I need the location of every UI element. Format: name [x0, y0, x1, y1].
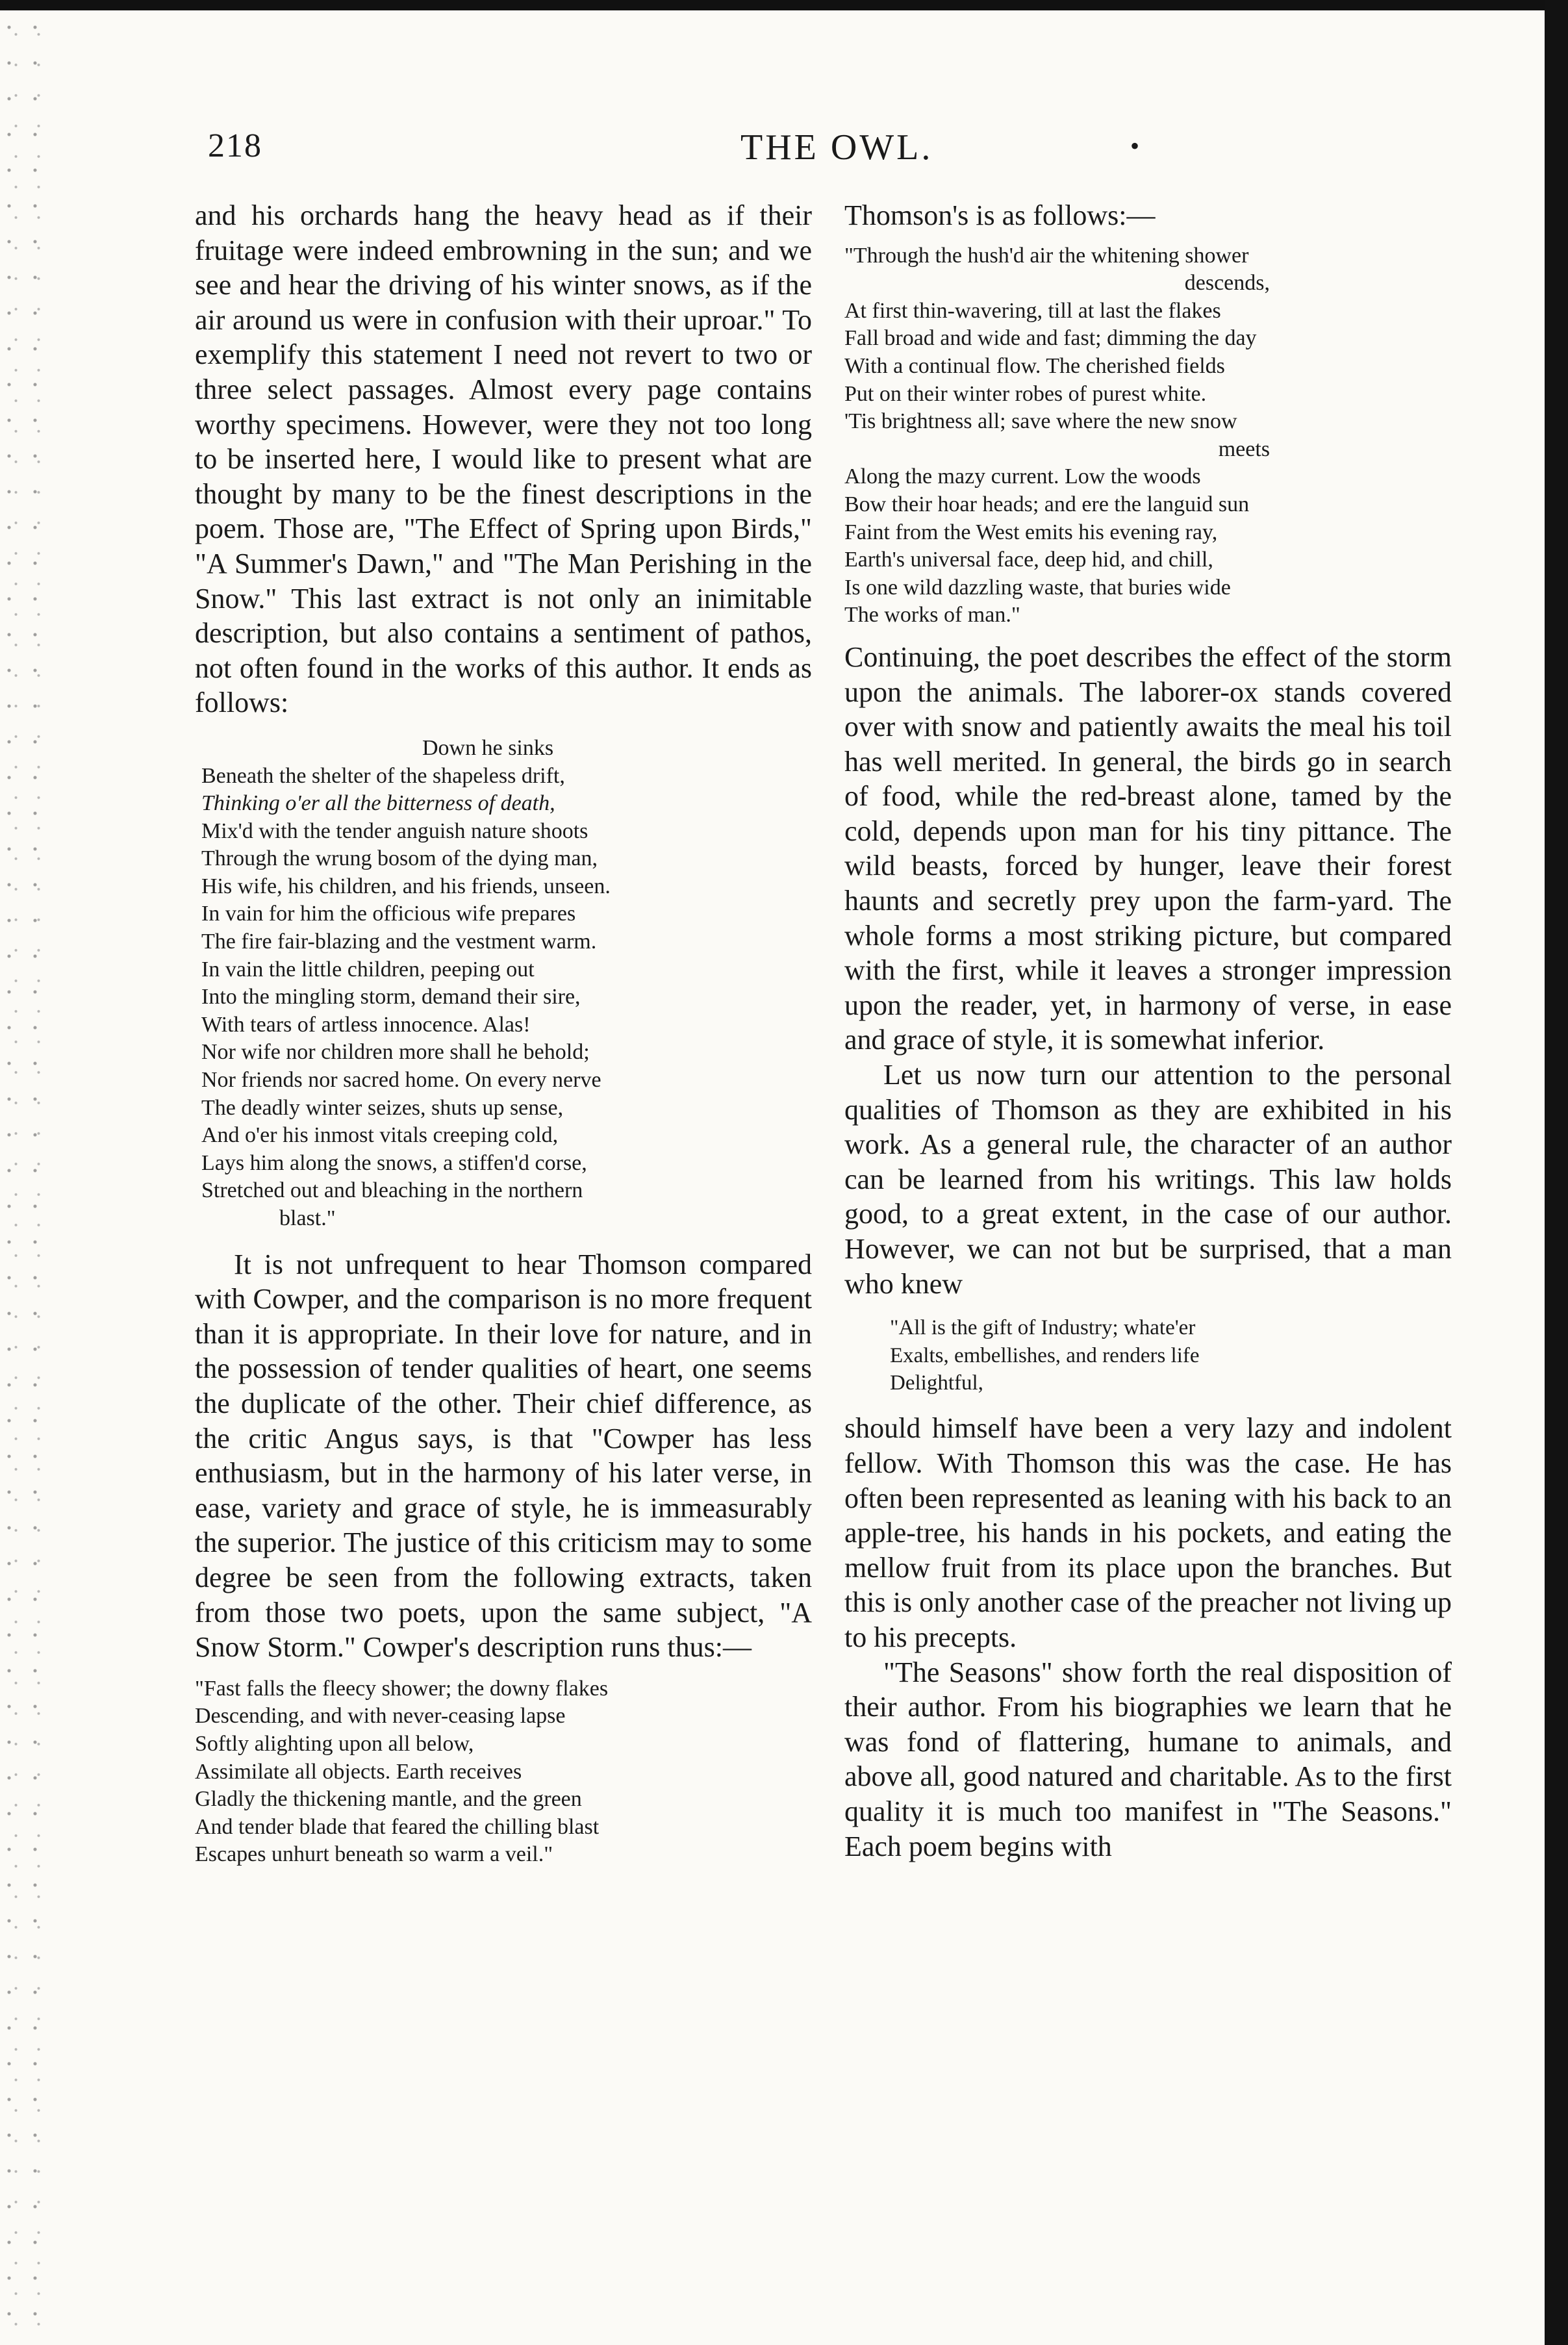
- poem-quote-industry: [890, 1314, 1452, 1397]
- verse-line: Is one wild dazzling waste, that buries wide: [844, 575, 1231, 600]
- verse-line: Escapes unhurt beneath so warm a veil.": [195, 1842, 553, 1867]
- verse-line: Nor friends nor sacred home. On every nerve: [201, 1068, 601, 1093]
- verse-line: And o'er his inmost vitals creeping cold,: [201, 1123, 559, 1148]
- verse-line: Delightful,: [890, 1371, 983, 1395]
- verse-line: "Fast falls the fleecy shower; the downy flakes: [195, 1676, 609, 1701]
- left-column: [195, 198, 812, 1869]
- page-header: [195, 127, 1494, 179]
- verse-line: Mix'd with the tender anguish nature shoots: [201, 818, 588, 843]
- verse-line: Through the wrung bosom of the dying man,: [201, 846, 598, 871]
- verse-line: At first thin-wavering, till at last the flakes: [844, 298, 1221, 323]
- paragraph: should himself have been a very lazy and indolent fellow. With Thomson this was the case. He has often been represented as leaning with his back to an apple-tree, his hands in his pockets, and eating the mellow fruit from its place upon the branches. But this is only another case of the preacher not living up to his precepts.: [844, 1412, 1452, 1653]
- page-right-edge: [1545, 0, 1568, 2345]
- verse-line: Softly alighting upon all below,: [195, 1731, 474, 1756]
- verse-line: Beneath the shelter of the shapeless drift,: [201, 763, 565, 788]
- verse-line: The works of man.": [844, 603, 1020, 627]
- verse-line: Earth's universal face, deep hid, and chill,: [844, 548, 1213, 572]
- paragraph: Thomson's is as follows:—: [844, 199, 1156, 231]
- verse-line: Exalts, embellishes, and renders life: [890, 1343, 1200, 1367]
- verse-line: Stretched out and bleaching in the northern: [201, 1178, 583, 1203]
- verse-line: "Through the hush'd air the whitening shower: [844, 243, 1249, 268]
- verse-line: Fall broad and wide and fast; dimming the day: [844, 326, 1257, 351]
- verse-line: Lays him along the snows, a stiffen'd corse,: [201, 1150, 587, 1175]
- right-column: [844, 198, 1452, 1864]
- verse-line: Thinking o'er all the bitterness of death,: [201, 791, 555, 816]
- verse-line: "All is the gift of Industry; whate'er: [890, 1316, 1196, 1340]
- paragraph: and his orchards hang the heavy head as if their fruitage were indeed embrowning in the sun; and we see and hear the driving of his winter snows, as if the air around us were in confusion with their uproar." To exemplify this statement I need not revert to two or three select passages. Almost every page contains worthy specimens. However, were they not too long to be inserted here, I would like to present what are thought by many to be the finest descriptions in the poem. Those are, "The Effect of Spring upon Birds," "A Summer's Dawn," and "The Man Perishing in the Snow." This last extract is not only an inimitable description, but also contains a sentiment of pathos, not often found in the works of this author. It ends as follows:: [195, 199, 812, 719]
- verse-line: Descending, and with never-ceasing lapse: [195, 1704, 566, 1729]
- verse-line: The deadly winter seizes, shuts up sense,: [201, 1095, 564, 1120]
- verse-line: Gladly the thickening mantle, and the green: [195, 1787, 582, 1812]
- verse-line: The fire fair-blazing and the vestment warm.: [201, 930, 597, 954]
- verse-line: With tears of artless innocence. Alas!: [201, 1012, 531, 1037]
- verse-line: With a continual flow. The cherished fields: [844, 353, 1225, 378]
- verse-line: And tender blade that feared the chilling blast: [195, 1814, 600, 1839]
- verse-line: Put on their winter robes of purest white.: [844, 381, 1207, 406]
- paragraph: Let us now turn our attention to the personal qualities of Thomson as they are exhibited in his work. As a general rule, the character of an author can be learned from his writings. This law holds good, to a great extent, in the case of our author. However, we can not but be surprised, that a man who knew: [844, 1059, 1452, 1300]
- verse-line: Down he sinks: [422, 735, 554, 760]
- binding-margin: [0, 13, 45, 2339]
- verse-line: In vain the little children, peeping out: [201, 957, 535, 982]
- verse-line: Along the mazy current. Low the woods: [844, 464, 1201, 489]
- verse-line: His wife, his children, and his friends, unseen.: [201, 874, 611, 898]
- poem-quote-thomson: [201, 735, 812, 1233]
- verse-line: In vain for him the officious wife prepares: [201, 902, 576, 926]
- verse-line: blast.": [279, 1206, 336, 1230]
- verse-line: Faint from the West emits his evening ray,: [844, 520, 1218, 544]
- verse-line: Bow their hoar heads; and ere the languid sun: [844, 492, 1250, 516]
- poem-quote-thomson-snow: [844, 242, 1452, 629]
- paragraph: Continuing, the poet describes the effect of the storm upon the animals. The laborer-ox stands covered over with snow and patiently awaits the meal his toil has well merited. In general, the birds go in search of food, while the red-breast alone, tamed by the cold, depends upon man for his tiny pittance. The wild beasts, forced by hunger, leave their forest haunts and secretly prey upon the farm-yard. The whole forms a most striking picture, but compared with the first, while it leaves a stronger impression upon the reader, yet, in harmony of verse, in ease and grace of style, it is somewhat inferior.: [844, 640, 1452, 1056]
- verse-line: Nor wife nor children more shall he behold;: [201, 1040, 590, 1065]
- poem-quote-cowper: [195, 1675, 812, 1869]
- verse-line: Assimilate all objects. Earth receives: [195, 1759, 522, 1784]
- verse-line: descends,: [1184, 271, 1270, 296]
- verse-line: 'Tis brightness all; save where the new snow: [844, 409, 1237, 434]
- verse-line: Into the mingling storm, demand their sire,: [201, 985, 581, 1009]
- page-number: 218: [208, 127, 262, 164]
- running-title: THE OWL.: [740, 127, 933, 168]
- paragraph: "The Seasons" show forth the real disposition of their author. From his biographies we learn that he was fond of flattering, humane to animals, and above all, good natured and charitable. As to the first quality it is much too manifest in "The Seasons." Each poem begins with: [844, 1656, 1452, 1862]
- paragraph: It is not unfrequent to hear Thomson compared with Cowper, and the comparison is no more frequent than it is appropriate. In their love for nature, and in the possession of tender qualities of heart, one seems the duplicate of the other. Their chief difference, as the critic Angus says, is that "Cowper has less enthusiasm, but in the harmony of his later verse, in ease, variety and grace of style, he is immeasurably the superior. The justice of this criticism may to some degree be seen from the following extracts, taken from those two poets, upon the same subject, "A Snow Storm." Cowper's description runs thus:—: [195, 1248, 812, 1664]
- verse-line: meets: [1218, 437, 1270, 461]
- page-top-edge: [0, 0, 1568, 10]
- ink-dot: •: [1130, 131, 1140, 160]
